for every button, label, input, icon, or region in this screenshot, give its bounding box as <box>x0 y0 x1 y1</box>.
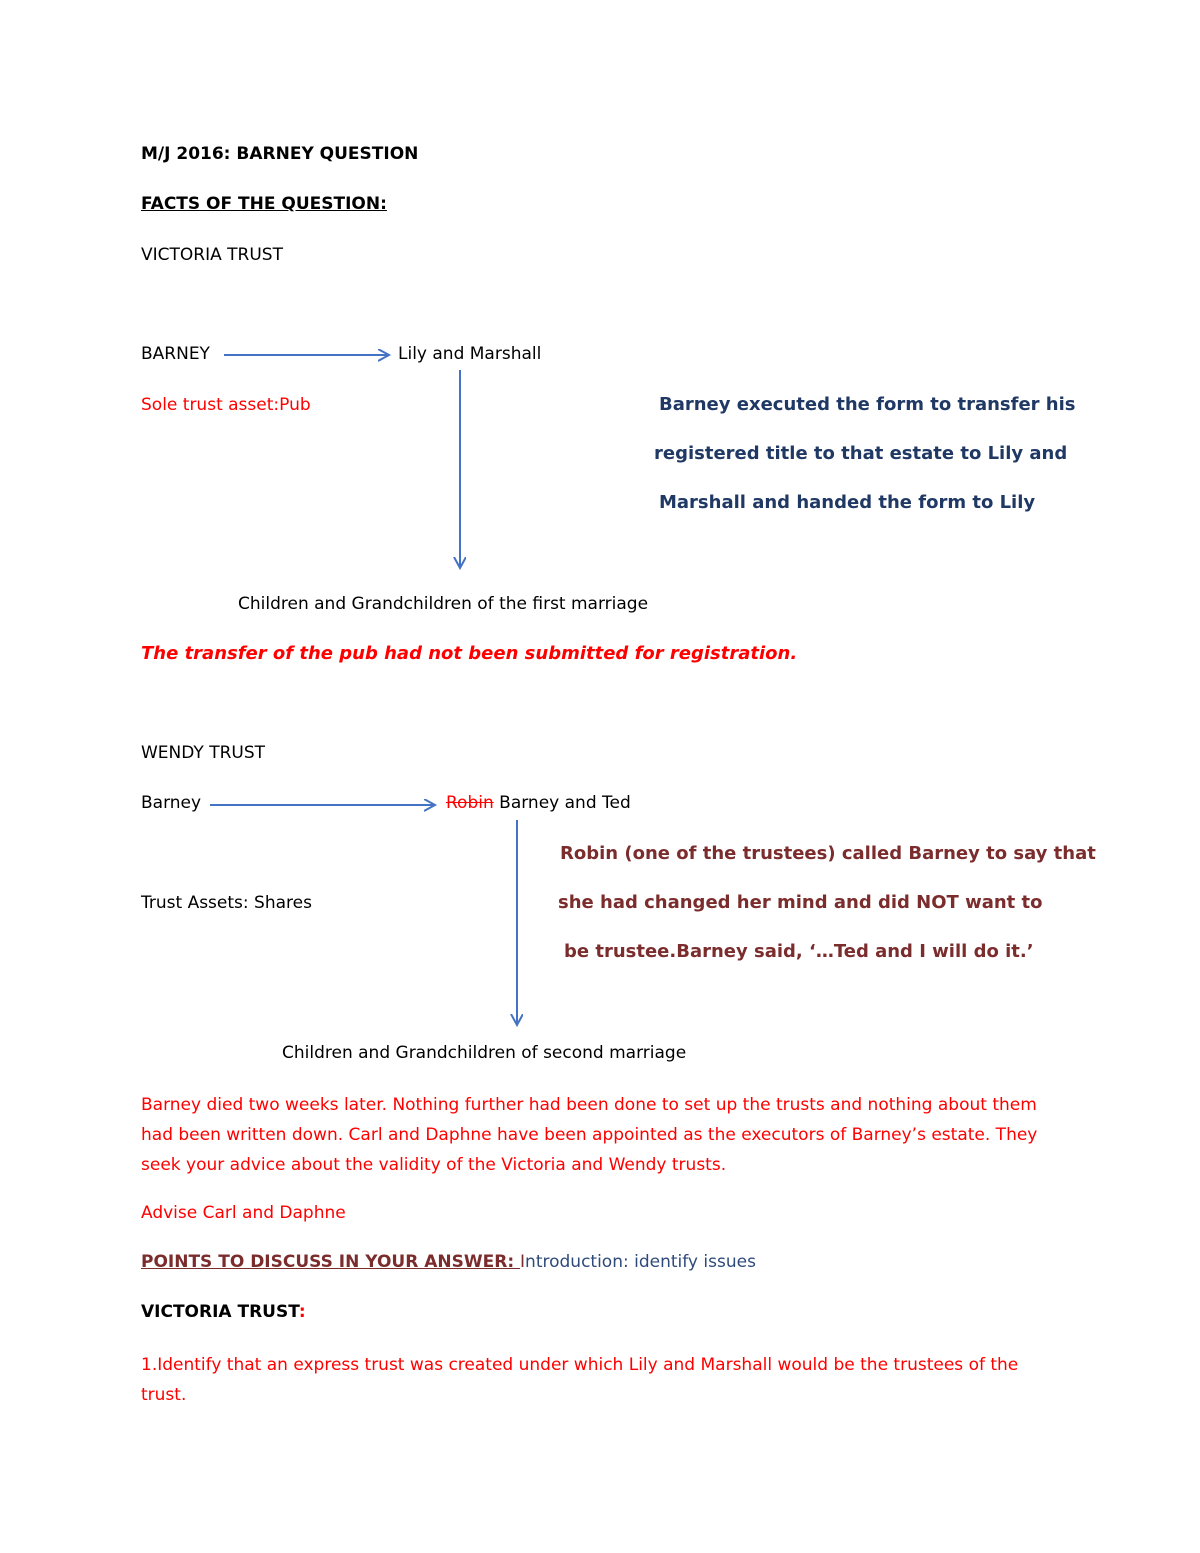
victoria-note-line: registered title to that estate to Lily and <box>654 443 1068 464</box>
point-1: 1.Identify that an express trust was created under which Lily and Marshall would be the trustees of the trust. <box>141 1355 1019 1405</box>
wendy-settlor: Barney <box>141 793 202 813</box>
wendy-note-line: she had changed her mind and did NOT want to <box>558 892 1043 913</box>
points-intro-initial: I <box>520 1252 526 1272</box>
wendy-trustees <box>446 793 631 813</box>
points-intro-text: ntroduction: identify issues <box>525 1252 756 1272</box>
wendy-trustee-names: Barney and Ted <box>493 793 631 813</box>
victoria-asset: Sole trust asset:Pub <box>141 395 311 415</box>
victoria-section-colon: : <box>298 1302 306 1322</box>
victoria-trust-heading: VICTORIA TRUST <box>141 245 283 265</box>
facts-heading: FACTS OF THE QUESTION: <box>141 194 387 214</box>
wendy-note-line: Robin (one of the trustees) called Barney to say that <box>560 843 1096 864</box>
victoria-note-line: Marshall and handed the form to Lily <box>659 492 1036 513</box>
wendy-trust-heading: WENDY TRUST <box>141 743 266 763</box>
victoria-beneficiaries: Children and Grandchildren of the first marriage <box>238 594 649 614</box>
points-line <box>141 1252 756 1272</box>
victoria-trustees: Lily and Marshall <box>398 344 542 364</box>
points-heading: POINTS TO DISCUSS IN YOUR ANSWER: <box>141 1252 521 1272</box>
advise-line: Advise Carl and Daphne <box>141 1203 346 1223</box>
victoria-section-heading <box>141 1302 306 1322</box>
transfer-not-registered-note: The transfer of the pub had not been submitted for registration. <box>141 643 798 664</box>
victoria-settlor: BARNEY <box>141 344 210 364</box>
death-paragraph: Barney died two weeks later. Nothing further had been done to set up the trusts and nothing about them had been written down. Carl and Daphne have been appointed as the executors of Barney’s estate. They seek your advice about the validity of the Victoria and Wendy trusts. <box>141 1095 1038 1175</box>
document-title: M/J 2016: BARNEY QUESTION <box>141 144 419 164</box>
victoria-section-label: VICTORIA TRUST <box>141 1302 299 1322</box>
wendy-beneficiaries: Children and Grandchildren of second marriage <box>282 1043 687 1063</box>
wendy-note-line: be trustee.Barney said, ‘…Ted and I will do it.’ <box>564 941 1034 962</box>
wendy-asset: Trust Assets: Shares <box>141 893 312 913</box>
victoria-note-line: Barney executed the form to transfer his <box>659 394 1076 415</box>
struck-trustee-name: Robin <box>446 793 494 813</box>
